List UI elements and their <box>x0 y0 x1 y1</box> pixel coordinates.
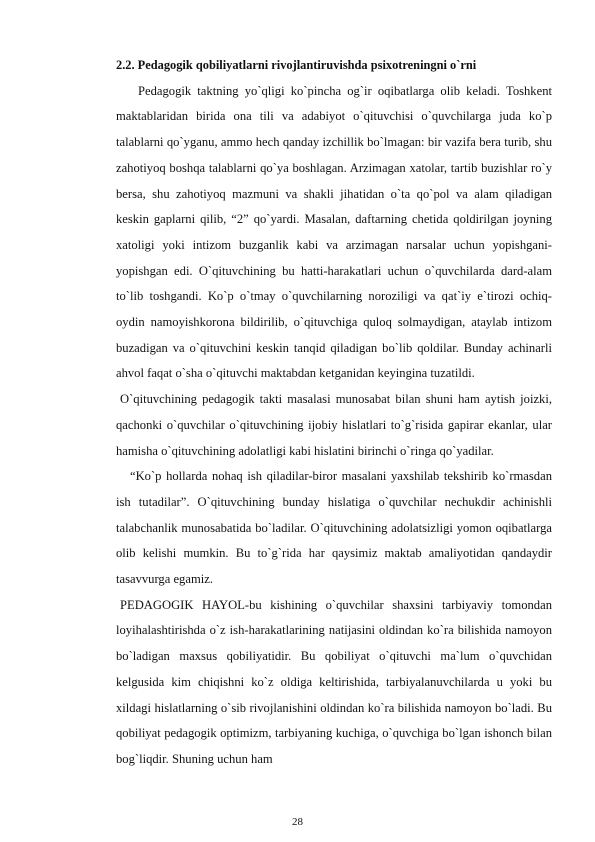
paragraph-1: Pedagogik taktning yo`qligi ko`pincha og`ir oqibatlarga olib keladi. Toshkent maktablaridan birida ona tili va adabiyot o`qituvchisi o`quvchilarga juda ko`p talablarni qo`yganu, ammo hech qanday izchillik bo`lmagan: bir vazifa bera turib, shu zahotiyoq boshqa talablarni qo`ya boshlagan. Arzimagan xatolar, tartib buzishlar ro`y bersa, shu zahotiyoq mazmuni va shakli jihatidan o`ta qo`pol va alam qiladigan keskin gaplarni qilib, “2” qo`yardi. Masalan, daftarning chetida qoldirilgan joyning xatoligi yoki intizom buzganlik kabi va arzimagan narsalar uchun yopishgani-yopishgan edi. O`qituvchining bu hatti-harakatlari uchun o`quvchilarda dard-alam to`lib toshgandi. Ko`p o`tmay o`quvchilarning noroziligi va qat`iy e`tirozi ochiq-oydin namoyishkorona bildirilib, o`qituvchiga quloq solmaydigan, ataylab intizom buzadigan va o`qituvchini keskin tanqid qiladigan bo`lib qoldilar. Bunday achinarli ahvol faqat o`sha o`qituvchi maktabdan ketganidan keyingina tuzatildi. <box>116 83 552 381</box>
section-heading: 2.2. Pedagogik qobiliyatlarni rivojlantiruvishda psixotreningni o`rni <box>116 58 477 72</box>
page-number: 28 <box>292 816 303 828</box>
page-content <box>116 53 552 773</box>
paragraph-4: PEDAGOGIK HAYOL-bu kishining o`quvchilar shaxsini tarbiyaviy tomondan loyihalashtirishda o`z ish-harakatlarining natijasini oldindan ko`ra bilishida namoyon bo`ladigan maxsus qobiliyatidir. Bu qobiliyat o`qituvchi ma`lum o`quvchidan kelgusida kim chiqishni ko`z oldiga keltirishida, tarbiyalanuvchilarda u yoki bu xildagi hislatlarning o`sib rivojlanishini oldindan ko`ra bilishida namoyon bo`ladi. Bu qobiliyat pedagogik optimizm, tarbiyaning kuchiga, o`quvchiga bo`lgan ishonch bilan bog`liqdir. Shuning uchun ham <box>116 597 552 766</box>
paragraph-3: “Ko`p hollarda nohaq ish qiladilar-biror masalani yaxshilab tekshirib ko`rmasdan ish tutadilar”. O`qituvchining bunday hislatiga o`quvchilar nechukdir achinishli talabchanlik munosabatida bo`ladilar. O`qituvchining adolatsizligi yomon oqibatlarga olib kelishi mumkin. Bu to`g`rida har qaysimiz maktab amaliyotidan qandaydir tasavvurga egamiz. <box>116 469 552 587</box>
paragraph-2: O`qituvchining pedagogik takti masalasi munosabat bilan shuni ham aytish joizki, qachonki o`quvchilar o`qituvchining ijobiy hislatlari to`g`risida gapirar ekanlar, ular hamisha o`qituvchining adolatligi kabi hislatini birinchi o`ringa qo`yadilar. <box>116 392 552 458</box>
